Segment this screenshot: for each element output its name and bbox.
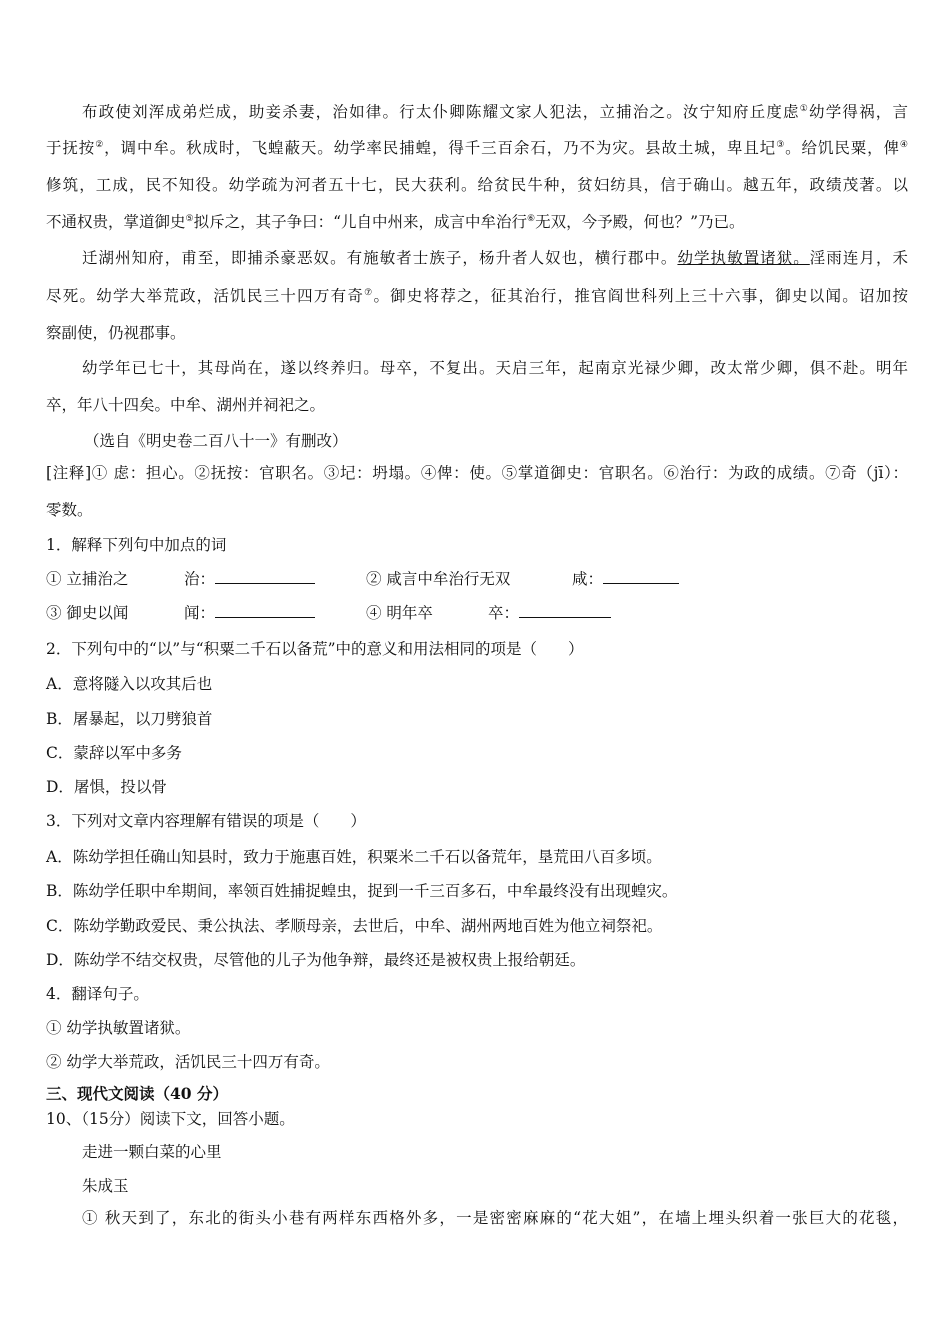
- q1-title: 1．解释下列句中加点的词: [46, 536, 227, 554]
- notes-line2: 零数。: [46, 501, 93, 519]
- q1-item-word: 卒：: [488, 603, 611, 623]
- answer-blank[interactable]: [215, 603, 315, 618]
- q1-item-word: 闻：: [184, 603, 315, 623]
- q4-item-1: ① 幼学执敏置诸狱。: [46, 1019, 191, 1037]
- q4-title: 4．翻译句子。: [46, 985, 149, 1003]
- passage-p2-line2: 尽死。幼学大举荒政，活饥民三十四万有奇⑦。御史将荐之，征其治行，推官阎世科列上三十六事，御史以闻。诏加按: [46, 287, 908, 305]
- q2-title: 2．下列句中的“以”与“积粟二千石以备荒”中的意义和用法相同的项是（ ）: [46, 640, 584, 658]
- q2-option-b: B．屠暴起，以刀劈狼首: [46, 710, 213, 728]
- answer-blank[interactable]: [519, 603, 611, 618]
- q3-option-a: A．陈幼学担任确山知县时，致力于施惠百姓，积粟米二千石以备荒年，垦荒田八百多顷。: [46, 848, 662, 866]
- answer-blank[interactable]: [603, 569, 679, 584]
- q2-option-a: A．意将隧入以攻其后也: [46, 675, 213, 693]
- q1-item-sentence: ② 咸言中牟治行无双: [366, 570, 511, 588]
- q4-item-2: ② 幼学大举荒政，活饥民三十四万有奇。: [46, 1053, 330, 1071]
- article-paragraph-1: ① 秋天到了，东北的街头小巷有两样东西格外多，一是密密麻麻的“花大姐”，在墙上埋头织着一张巨大的花毯，: [82, 1209, 908, 1227]
- passage-p1-line4: 不通权贵，掌道御史⑤拟斥之，其子争曰：“儿自中州来，成言中牟治行⑥无双，今予殿，何也？”乃已。: [46, 213, 745, 231]
- q3-option-b: B．陈幼学任职中牟期间，率领百姓捕捉蝗虫，捉到一千三百多石，中牟最终没有出现蝗灾。: [46, 882, 678, 900]
- article-title: 走进一颗白菜的心里: [82, 1143, 222, 1161]
- q1-item-sentence: ④ 明年卒: [366, 604, 433, 622]
- passage-p3-line1: 幼学年已七十，其母尚在，遂以终养归。母卒，不复出。天启三年，起南京光禄少卿，改太常少卿，俱不赴。明年: [82, 359, 908, 377]
- notes-line1: [注释]① 虑：担心。②抚按：官职名。③圮：坍塌。④俾：使。⑤掌道御史：官职名。⑥治行：为政的成绩。⑦奇（jī）：: [46, 464, 908, 482]
- source-citation: （选自《明史卷二百八十一》有删改）: [84, 432, 348, 450]
- q3-option-c: C．陈幼学勤政爱民、秉公执法、孝顺母亲，去世后，中牟、湖州两地百姓为他立祠祭祀。: [46, 917, 663, 935]
- passage-p1-line1: 布政使刘浑成弟烂成，助妾杀妻，治如律。行太仆卿陈耀文家人犯法，立捕治之。汝宁知府丘度虑①幼学得祸，言: [82, 103, 908, 121]
- q2-option-c: C．蒙辞以军中多务: [46, 744, 182, 762]
- passage-p2-line3: 察副使，仍视郡事。: [46, 324, 186, 342]
- underlined-sentence: 幼学执敏置诸狱。: [677, 249, 810, 267]
- q10-intro: 10、（15分）阅读下文，回答小题。: [46, 1110, 295, 1128]
- answer-blank[interactable]: [215, 569, 315, 584]
- passage-p1-line2: 于抚按②，调中牟。秋成时，飞蝗蔽天。幼学率民捕蝗，得千三百余石，乃不为灾。县故土城，卑且圮③。给饥民粟，俾④: [46, 139, 908, 157]
- q3-title: 3．下列对文章内容理解有错误的项是（ ）: [46, 812, 366, 830]
- q3-option-d: D．陈幼学不结交权贵，尽管他的儿子为他争辩，最终还是被权贵上报给朝廷。: [46, 951, 586, 969]
- section-heading: 三、现代文阅读（40 分）: [46, 1084, 228, 1103]
- q1-item-word: 治：: [184, 569, 315, 589]
- q2-option-d: D．屠惧，投以骨: [46, 778, 167, 796]
- passage-p3-line2: 卒，年八十四矣。中牟、湖州并祠祀之。: [46, 396, 326, 414]
- q1-item-word: 咸：: [572, 569, 679, 589]
- passage-p1-line3: 修筑，工成，民不知役。幼学疏为河者五十七，民大获利。给贫民牛种，贫妇纺具，信于确山。越五年，政绩茂著。以: [46, 176, 908, 194]
- passage-p2-line1: 迁湖州知府，甫至，即捕杀豪恶奴。有施敏者士族子，杨升者人奴也，横行郡中。幼学执敏置诸狱。淫雨连月，禾: [82, 249, 908, 267]
- q1-item-sentence: ③ 御史以闻: [46, 604, 129, 622]
- article-author: 朱成玉: [82, 1177, 129, 1195]
- q1-item-sentence: ① 立捕治之: [46, 570, 129, 588]
